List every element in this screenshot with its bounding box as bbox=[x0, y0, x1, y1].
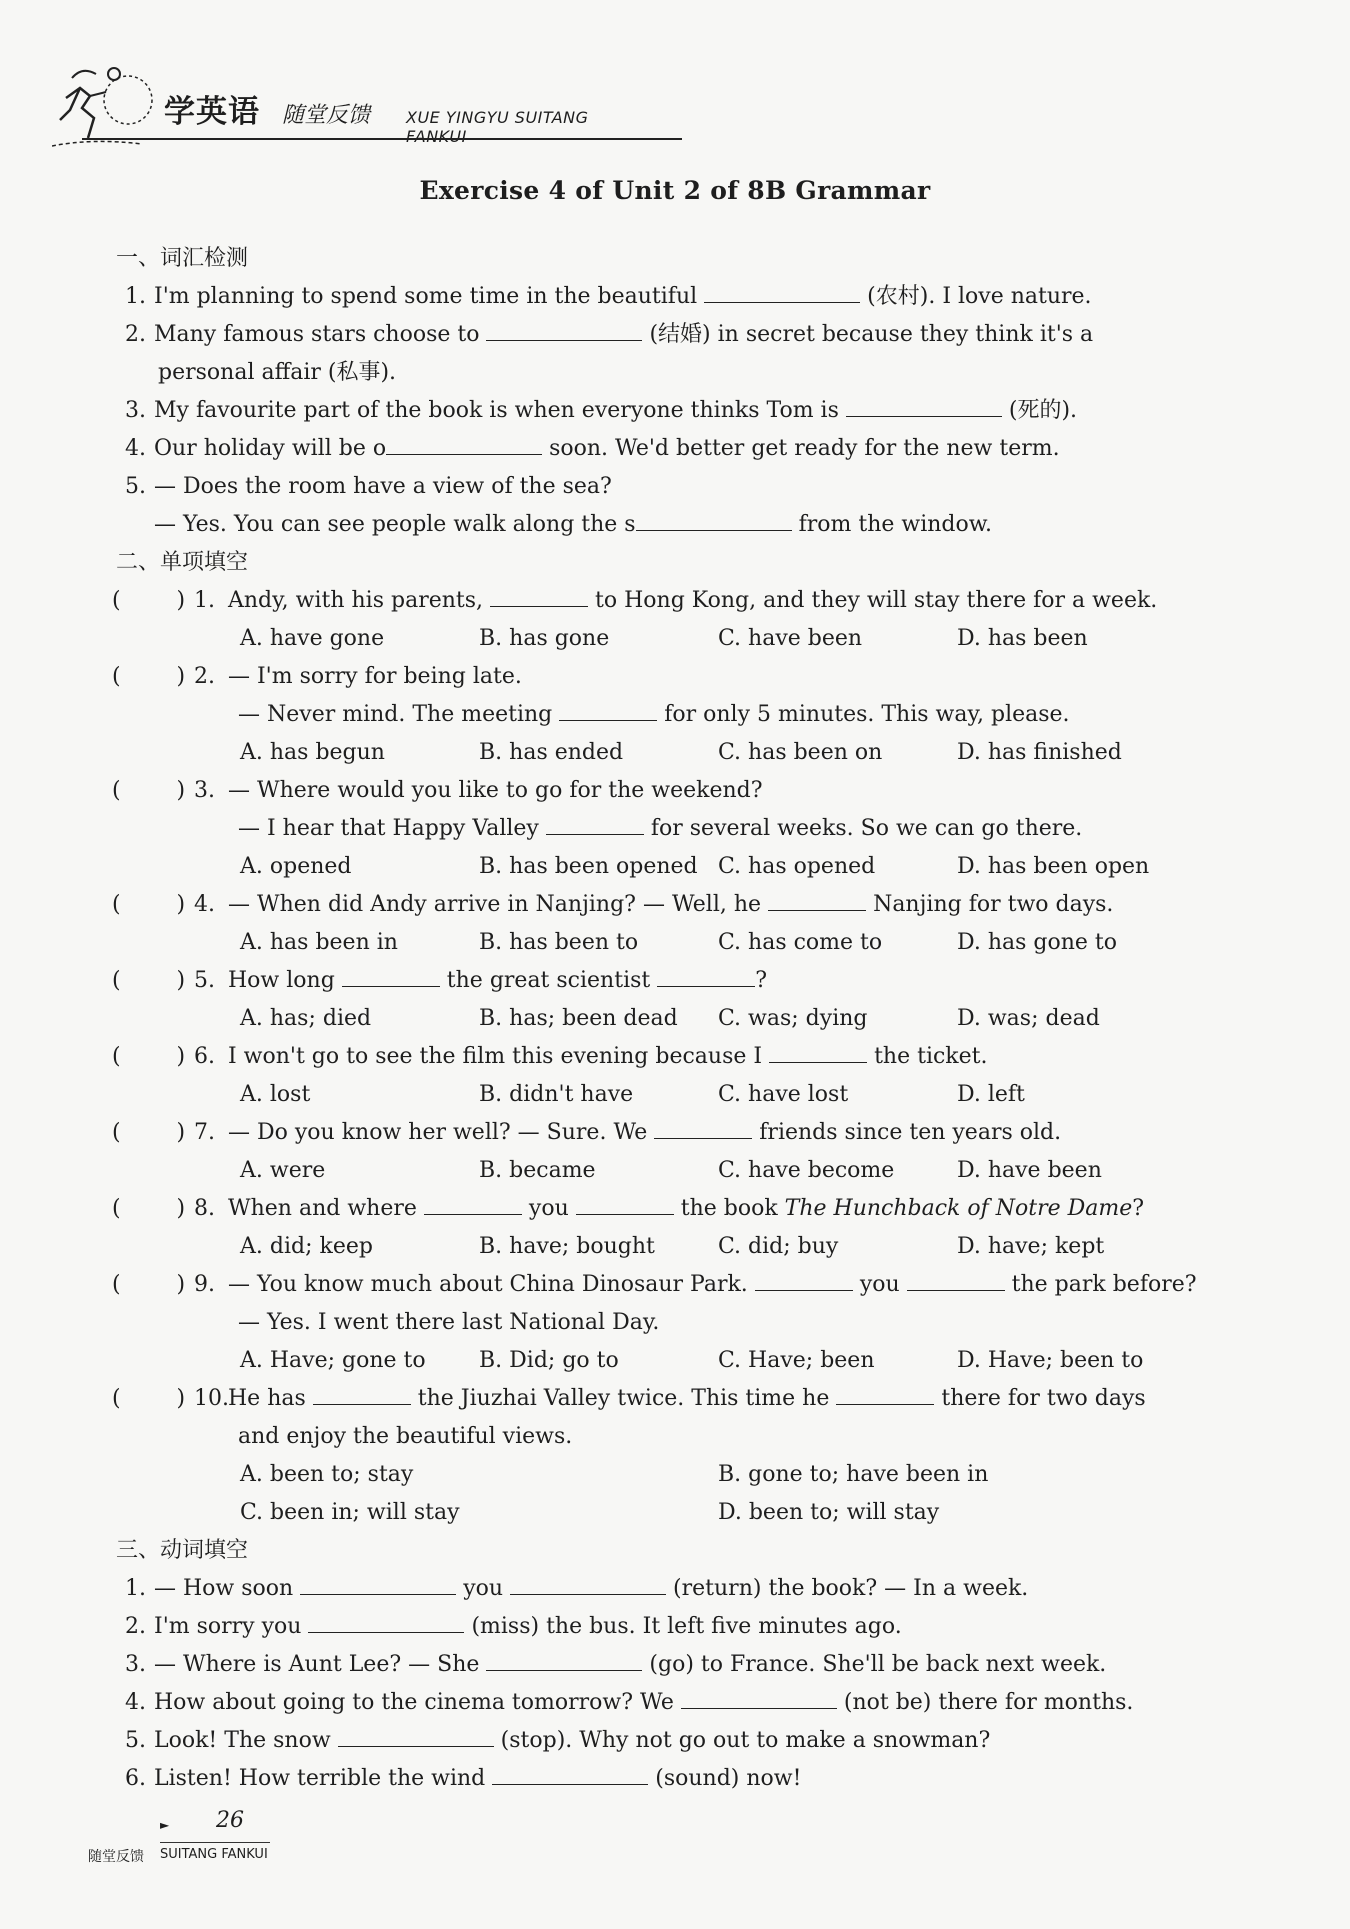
option-d[interactable]: D. have been bbox=[957, 1158, 1102, 1183]
answer-bracket[interactable]: ( ) bbox=[112, 1386, 186, 1411]
option-c[interactable]: C. has been on bbox=[718, 740, 883, 765]
mc-options bbox=[112, 1456, 1222, 1494]
option-d[interactable]: D. has been bbox=[957, 626, 1088, 651]
answer-blank[interactable] bbox=[657, 962, 755, 987]
verb-item: 1. — How soon you (return) the book? — In a week. bbox=[112, 1570, 1222, 1608]
verb-item: 5. Look! The snow (stop). Why not go out to make a snowman? bbox=[112, 1722, 1222, 1760]
option-a[interactable]: A. lost bbox=[240, 1082, 311, 1107]
option-c[interactable]: C. been in; will stay bbox=[240, 1500, 460, 1525]
answer-blank[interactable] bbox=[576, 1190, 674, 1215]
mc-options bbox=[112, 1342, 1222, 1380]
answer-blank[interactable] bbox=[654, 1114, 752, 1139]
mc-question-line: and enjoy the beautiful views. bbox=[238, 1424, 573, 1449]
answer-blank[interactable] bbox=[486, 316, 642, 341]
option-a[interactable]: A. were bbox=[240, 1158, 326, 1183]
verb-item: 6. Listen! How terrible the wind (sound) now! bbox=[112, 1760, 1222, 1798]
mc-options bbox=[112, 924, 1222, 962]
footer-rule bbox=[160, 1842, 270, 1843]
section-heading-verb-fill: 三、动词填空 bbox=[116, 1538, 249, 1563]
arrow-icon: ► bbox=[160, 1818, 170, 1832]
book-title: The Hunchback of Notre Dame bbox=[784, 1196, 1133, 1221]
mc-question-line: — Never mind. The meeting for only 5 minutes. This way, please. bbox=[112, 696, 1222, 734]
mc-question: ( ) 6. I won't go to see the film this evening because I the ticket. bbox=[112, 1038, 1222, 1076]
option-d[interactable]: D. has finished bbox=[957, 740, 1122, 765]
footer-pinyin: SUITANG FANKUI bbox=[160, 1847, 268, 1862]
option-d[interactable]: D. been to; will stay bbox=[718, 1500, 940, 1525]
mc-question: ( ) 8. When and where you the book The Hunchback of Notre Dame? bbox=[112, 1190, 1222, 1228]
mc-options bbox=[112, 848, 1222, 886]
option-b[interactable]: B. has been opened bbox=[479, 854, 698, 879]
option-b[interactable]: B. didn't have bbox=[479, 1082, 634, 1107]
option-c[interactable]: C. have lost bbox=[718, 1082, 849, 1107]
option-b[interactable]: B. became bbox=[479, 1158, 596, 1183]
vocab-item: 3. My favourite part of the book is when everyone thinks Tom is (死的). bbox=[112, 392, 1222, 430]
option-d[interactable]: D. has been open bbox=[957, 854, 1150, 879]
mc-question-line: — Yes. I went there last National Day. bbox=[238, 1310, 660, 1335]
option-a[interactable]: A. been to; stay bbox=[240, 1462, 414, 1487]
option-c[interactable]: C. Have; been bbox=[718, 1348, 875, 1373]
option-c[interactable]: C. did; buy bbox=[718, 1234, 839, 1259]
mc-options bbox=[112, 1076, 1222, 1114]
option-c[interactable]: C. has come to bbox=[718, 930, 883, 955]
option-b[interactable]: B. has; been dead bbox=[479, 1006, 678, 1031]
option-a[interactable]: A. has; died bbox=[240, 1006, 372, 1031]
option-b[interactable]: B. gone to; have been in bbox=[718, 1462, 989, 1487]
answer-blank[interactable] bbox=[313, 1380, 411, 1405]
vocab-item: 2. Many famous stars choose to (结婚) in secret because they think it's a bbox=[112, 316, 1222, 354]
answer-blank[interactable] bbox=[492, 1760, 648, 1785]
exercise-content bbox=[112, 240, 1222, 1798]
answer-blank[interactable] bbox=[510, 1570, 666, 1595]
answer-blank[interactable] bbox=[300, 1570, 456, 1595]
mc-question: ( ) 1. Andy, with his parents, to Hong Kong, and they will stay there for a week. bbox=[112, 582, 1222, 620]
answer-bracket[interactable]: ( ) bbox=[112, 1044, 186, 1069]
answer-blank[interactable] bbox=[836, 1380, 934, 1405]
option-a[interactable]: A. has begun bbox=[240, 740, 385, 765]
option-a[interactable]: A. did; keep bbox=[240, 1234, 373, 1259]
answer-bracket[interactable]: ( ) bbox=[112, 1196, 186, 1221]
option-d[interactable]: D. left bbox=[957, 1082, 1025, 1107]
answer-blank[interactable] bbox=[486, 1646, 642, 1671]
verb-item: 2. I'm sorry you (miss) the bus. It left five minutes ago. bbox=[112, 1608, 1222, 1646]
answer-blank[interactable] bbox=[768, 886, 866, 911]
answer-blank[interactable] bbox=[490, 582, 588, 607]
mc-question: ( ) 3. — Where would you like to go for the weekend? bbox=[112, 772, 1222, 810]
verb-item: 3. — Where is Aunt Lee? — She (go) to France. She'll be back next week. bbox=[112, 1646, 1222, 1684]
vocab-item: 4. Our holiday will be o soon. We'd better get ready for the new term. bbox=[112, 430, 1222, 468]
mc-question: ( ) 9. — You know much about China Dinosaur Park. you the park before? bbox=[112, 1266, 1222, 1304]
page-title: Exercise 4 of Unit 2 of 8B Grammar bbox=[419, 176, 931, 205]
mc-question: ( ) 4. — When did Andy arrive in Nanjing? — Well, he Nanjing for two days. bbox=[112, 886, 1222, 924]
mc-options bbox=[112, 1152, 1222, 1190]
mc-question: ( ) 7. — Do you know her well? — Sure. We friends since ten years old. bbox=[112, 1114, 1222, 1152]
option-c[interactable]: C. has opened bbox=[718, 854, 876, 879]
mc-options bbox=[112, 620, 1222, 658]
answer-bracket[interactable]: ( ) bbox=[112, 892, 186, 917]
answer-blank[interactable] bbox=[338, 1722, 494, 1747]
option-a[interactable]: A. has been in bbox=[240, 930, 398, 955]
option-b[interactable]: B. has ended bbox=[479, 740, 624, 765]
option-b[interactable]: B. Did; go to bbox=[479, 1348, 619, 1373]
mc-question-line: — I hear that Happy Valley for several weeks. So we can go there. bbox=[112, 810, 1222, 848]
option-b[interactable]: B. has been to bbox=[479, 930, 639, 955]
header-logo bbox=[52, 58, 652, 158]
option-a[interactable]: A. Have; gone to bbox=[240, 1348, 426, 1373]
answer-bracket[interactable]: ( ) bbox=[112, 1120, 186, 1145]
mc-options bbox=[112, 1000, 1222, 1038]
section-heading-multiple-choice: 二、单项填空 bbox=[116, 550, 249, 575]
section-heading-vocabulary: 一、词汇检测 bbox=[116, 246, 249, 271]
mc-options bbox=[112, 734, 1222, 772]
vocab-item-continuation: personal affair (私事). bbox=[158, 360, 397, 385]
vocab-item: — Yes. You can see people walk along the s from the window. bbox=[112, 506, 1222, 544]
verb-item: 4. How about going to the cinema tomorrow? We (not be) there for months. bbox=[112, 1684, 1222, 1722]
answer-blank[interactable] bbox=[907, 1266, 1005, 1291]
answer-bracket[interactable]: ( ) bbox=[112, 1272, 186, 1297]
mc-options bbox=[112, 1494, 1222, 1532]
answer-blank[interactable] bbox=[424, 1190, 522, 1215]
answer-blank[interactable] bbox=[755, 1266, 853, 1291]
option-c[interactable]: C. was; dying bbox=[718, 1006, 868, 1031]
option-d[interactable]: D. has gone to bbox=[957, 930, 1118, 955]
logo-chinese-title: 学英语 bbox=[164, 94, 260, 130]
option-c[interactable]: C. have been bbox=[718, 626, 863, 651]
answer-blank[interactable] bbox=[386, 430, 542, 455]
option-b[interactable]: B. has gone bbox=[479, 626, 610, 651]
option-d[interactable]: D. Have; been to bbox=[957, 1348, 1144, 1373]
vocab-item: 1. I'm planning to spend some time in the beautiful (农村). I love nature. bbox=[112, 278, 1222, 316]
answer-blank[interactable] bbox=[559, 696, 657, 721]
footer-chinese: 随堂反馈 bbox=[88, 1849, 144, 1865]
mc-options bbox=[112, 1228, 1222, 1266]
mc-question: ( ) 5. How long the great scientist ? bbox=[112, 962, 1222, 1000]
answer-blank[interactable] bbox=[769, 1038, 867, 1063]
page-number: 26 bbox=[216, 1808, 244, 1833]
logo-chinese-subtitle: 随堂反馈 bbox=[282, 103, 371, 128]
option-a[interactable]: A. opened bbox=[240, 854, 352, 879]
mc-question: ( ) 10.He has the Jiuzhai Valley twice. This time he there for two days bbox=[112, 1380, 1222, 1418]
header-rule bbox=[82, 138, 682, 140]
mc-question: ( ) 2. — I'm sorry for being late. bbox=[112, 658, 1222, 696]
option-c[interactable]: C. have become bbox=[718, 1158, 895, 1183]
option-a[interactable]: A. have gone bbox=[240, 626, 385, 651]
option-b[interactable]: B. have; bought bbox=[479, 1234, 655, 1259]
answer-bracket[interactable]: ( ) bbox=[112, 664, 186, 689]
answer-blank[interactable] bbox=[681, 1684, 837, 1709]
answer-blank[interactable] bbox=[308, 1608, 464, 1633]
answer-blank[interactable] bbox=[704, 278, 860, 303]
logo-pinyin: XUE YINGYU SUITANG FANKUI bbox=[406, 108, 589, 146]
vocab-item: 5. — Does the room have a view of the sea? bbox=[125, 474, 612, 499]
option-d[interactable]: D. was; dead bbox=[957, 1006, 1100, 1031]
page-footer bbox=[88, 1808, 388, 1888]
answer-blank[interactable] bbox=[636, 506, 792, 531]
option-d[interactable]: D. have; kept bbox=[957, 1234, 1105, 1259]
answer-blank[interactable] bbox=[342, 962, 440, 987]
answer-blank[interactable] bbox=[546, 810, 644, 835]
answer-bracket[interactable]: ( ) bbox=[112, 778, 186, 803]
answer-bracket[interactable]: ( ) bbox=[112, 968, 186, 993]
answer-bracket[interactable]: ( ) bbox=[112, 588, 186, 613]
answer-blank[interactable] bbox=[846, 392, 1002, 417]
